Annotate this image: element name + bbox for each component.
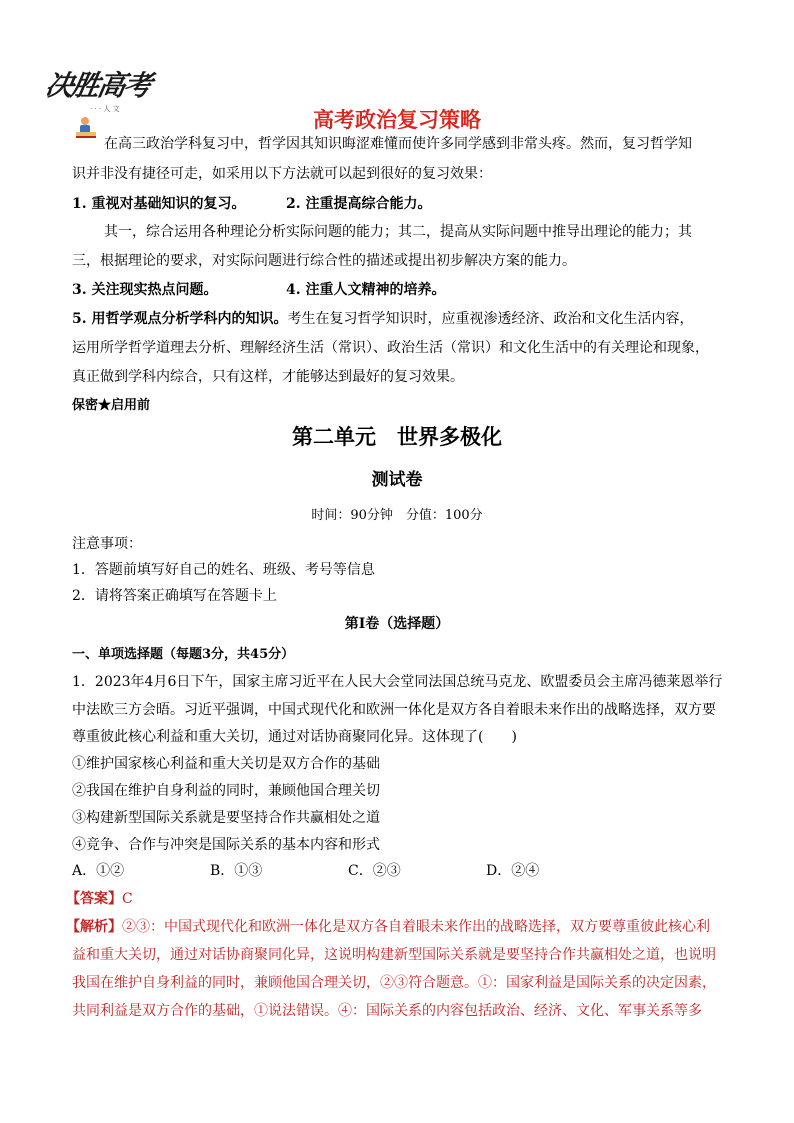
notice-title: 注意事项： — [72, 536, 142, 552]
question-1-option-4: ④竞争、合作与冲突是国际关系的基本内容和形式 — [72, 837, 380, 853]
analysis-label: 【解析】 — [66, 919, 122, 935]
answer — [66, 889, 133, 909]
choice-b: B．①③ — [210, 863, 263, 879]
question-1-stem-line-1: 1．2023年4月6日下午，国家主席习近平在人民大会堂同法国总统马克龙、欧盟委员会主席冯德莱恩举行 — [72, 674, 723, 690]
choice-a: A．①② — [72, 863, 125, 879]
analysis-text-1: ②③：中国式现代化和欧洲一体化是双方各自着眼未来作出的战略选择，双方要尊重彼此核心利 — [122, 919, 710, 935]
answer-value: C — [122, 891, 133, 907]
tip-1: 1. 重视对基础知识的复习。 — [72, 196, 246, 212]
analysis-line-1 — [66, 917, 710, 937]
analysis-line-2: 益和重大关切，通过对话协商聚同化异，这说明构建新型国际关系就是要坚持合作共赢相处之道，也说明 — [72, 947, 716, 963]
question-1-option-1: ①维护国家核心利益和重大关切是双方合作的基础 — [72, 756, 380, 772]
notice-item-2: 2．请将答案正确填写在答题卡上 — [72, 588, 277, 604]
analysis-line-4: 共同利益是双方合作的基础，①说法错误。④：国际关系的内容包括政治、经济、文化、军事关系等多 — [72, 1003, 702, 1019]
question-1-option-3: ③构建新型国际关系就是要坚持合作共赢相处之道 — [72, 810, 380, 826]
time-score: 时间：90分钟 分值：100分 — [311, 508, 483, 523]
exam-subtitle: 测试卷 — [371, 470, 423, 490]
tip-5-heading: 5. 用哲学观点分析学科内的知识。 — [72, 311, 288, 327]
tip-2-detail-1: 其一，综合运用各种理论分析实际问题的能力；其二，提高从实际问题中推导出理论的能力；其 — [104, 224, 692, 240]
logo-tagline: · · · 人 文 — [90, 105, 120, 113]
tip-5 — [72, 309, 694, 329]
tip-4: 4. 注重人文精神的培养。 — [286, 282, 446, 298]
intro-line-2: 识并非没有捷径可走，如采用以下方法就可以起到很好的复习效果： — [72, 166, 492, 182]
question-1-stem-line-3: 尊重彼此核心利益和重大关切，通过对话协商聚同化异。这体现了( ) — [72, 729, 517, 745]
tip-2-detail-2: 三，根据理论的要求，对实际问题进行综合性的描述或提出初步解决方案的能力。 — [72, 253, 576, 269]
page-title: 高考政治复习策略 — [313, 108, 481, 132]
analysis-line-3: 我国在维护自身利益的同时，兼顾他国合理关切，②③符合题意。①：国家利益是国际关系的决定因素， — [72, 975, 716, 991]
notice-item-1: 1．答题前填写好自己的姓名、班级、考号等信息 — [72, 562, 375, 578]
tip-3: 3. 关注现实热点问题。 — [72, 282, 218, 298]
part-title: 第I卷（选择题） — [344, 616, 450, 632]
section-title: 一、单项选择题（每题3分，共45分） — [72, 647, 295, 662]
tip-2: 2. 注重提高综合能力。 — [286, 196, 432, 212]
choice-d: D．②④ — [486, 863, 540, 879]
question-1-stem-line-2: 中法欧三方会晤。习近平强调，中国式现代化和欧洲一体化是双方各自着眼未来作出的战略选择，双方要 — [72, 702, 716, 718]
intro-line-1: 在高三政治学科复习中，哲学因其知识晦涩难懂而使许多同学感到非常头疼。然而，复习哲学知 — [104, 136, 692, 152]
unit-title: 第二单元 世界多极化 — [292, 425, 502, 449]
tip-5-text: 考生在复习哲学知识时，应重视渗透经济、政治和文化生活内容， — [287, 311, 694, 327]
logo-text: 决胜高考 — [42, 69, 153, 102]
confidential-mark: 保密★启用前 — [72, 398, 151, 413]
tip-5-line-2: 运用所学哲学道理去分析、理解经济生活（常识）、政治生活（常识）和文化生活中的有关理论和现象， — [72, 340, 709, 356]
tip-5-line-3: 真正做到学科内综合，只有这样，才能够达到最好的复习效果。 — [72, 369, 464, 385]
answer-label: 【答案】 — [66, 891, 122, 907]
choice-c: C．②③ — [348, 863, 401, 879]
question-1-option-2: ②我国在维护自身利益的同时，兼顾他国合理关切 — [72, 783, 380, 799]
